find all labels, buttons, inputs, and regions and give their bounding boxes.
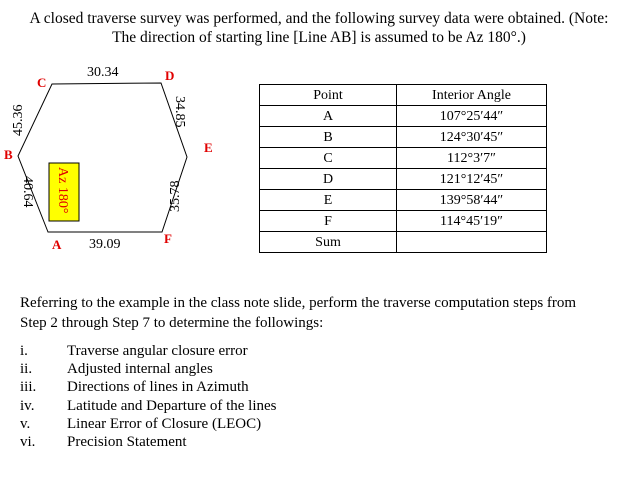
question-line-2: Step 2 through Step 7 to determine the followings: [20,314,324,331]
point-label-e: E [204,140,213,155]
question-line-1: Referring to the example in the class note slide, perform the traverse computation steps from [20,295,577,311]
angle-cell: 124°30′45″ [397,127,547,148]
interior-angle-table [259,84,547,253]
column-header-interior-angle: Interior Angle [397,85,547,106]
list-item-number: v. [20,415,31,432]
intro-line-2: The direction of starting line [Line AB] is assumed to be Az 180°.) [112,29,526,46]
list-item [20,378,277,396]
question-paragraph [20,294,620,333]
point-label-a: A [52,237,62,252]
list-item-number: iv. [20,397,35,414]
list-item-text: Precision Statement [67,434,187,451]
azimuth-label: Az 180° [55,167,70,214]
interior-angle-table-container [259,84,547,253]
point-label-b: B [4,147,13,162]
steps-list [20,342,277,451]
list-item [20,433,277,451]
table-row [260,148,547,169]
list-item-text: Traverse angular closure error [67,343,248,359]
sum-value-cell [397,232,547,253]
list-item-text: Adjusted internal angles [67,361,213,378]
angle-cell: 114°45′19″ [397,211,547,232]
list-item [20,415,277,433]
table-header-row [260,85,547,106]
side-length-ab: 40.64 [20,176,35,208]
side-length-fa: 39.09 [89,237,121,252]
list-item-text: Directions of lines in Azimuth [67,379,249,396]
list-item [20,342,277,360]
angle-cell: 121°12′45″ [397,169,547,190]
point-label-d: D [165,68,175,83]
point-cell: D [260,169,397,190]
side-length-bc: 45.36 [11,104,26,136]
list-item [20,397,277,415]
point-cell: B [260,127,397,148]
sum-row [260,232,547,253]
point-cell: F [260,211,397,232]
list-item-number: iii. [20,379,37,396]
point-cell: A [260,106,397,127]
list-item-text: Latitude and Departure of the lines [67,397,277,414]
point-cell: E [260,190,397,211]
list-item-number: ii. [20,361,33,378]
sum-label-cell: Sum [260,232,397,253]
list-item-number: i. [20,343,28,359]
side-length-de: 34.85 [172,96,187,128]
table-row [260,127,547,148]
point-label-c: C [37,75,47,90]
table-row [260,169,547,190]
intro-line-1: A closed traverse survey was performed, and the following survey data were obtained. (Note: [29,10,609,27]
side-length-cd: 30.34 [87,65,119,80]
table-row [260,190,547,211]
point-cell: C [260,148,397,169]
traverse-diagram [0,58,250,258]
table-row [260,106,547,127]
table-row [260,211,547,232]
traverse-polygon [18,83,187,232]
intro-paragraph [12,9,626,47]
point-label-f: F [164,231,172,246]
side-length-ef: 35.78 [168,180,183,212]
list-item-number: vi. [20,434,36,451]
column-header-point: Point [260,85,397,106]
angle-cell: 107°25′44″ [397,106,547,127]
angle-cell: 112°3′7″ [397,148,547,169]
list-item-text: Linear Error of Closure (LEOC) [67,415,262,432]
angle-cell: 139°58′44″ [397,190,547,211]
list-item [20,360,277,378]
